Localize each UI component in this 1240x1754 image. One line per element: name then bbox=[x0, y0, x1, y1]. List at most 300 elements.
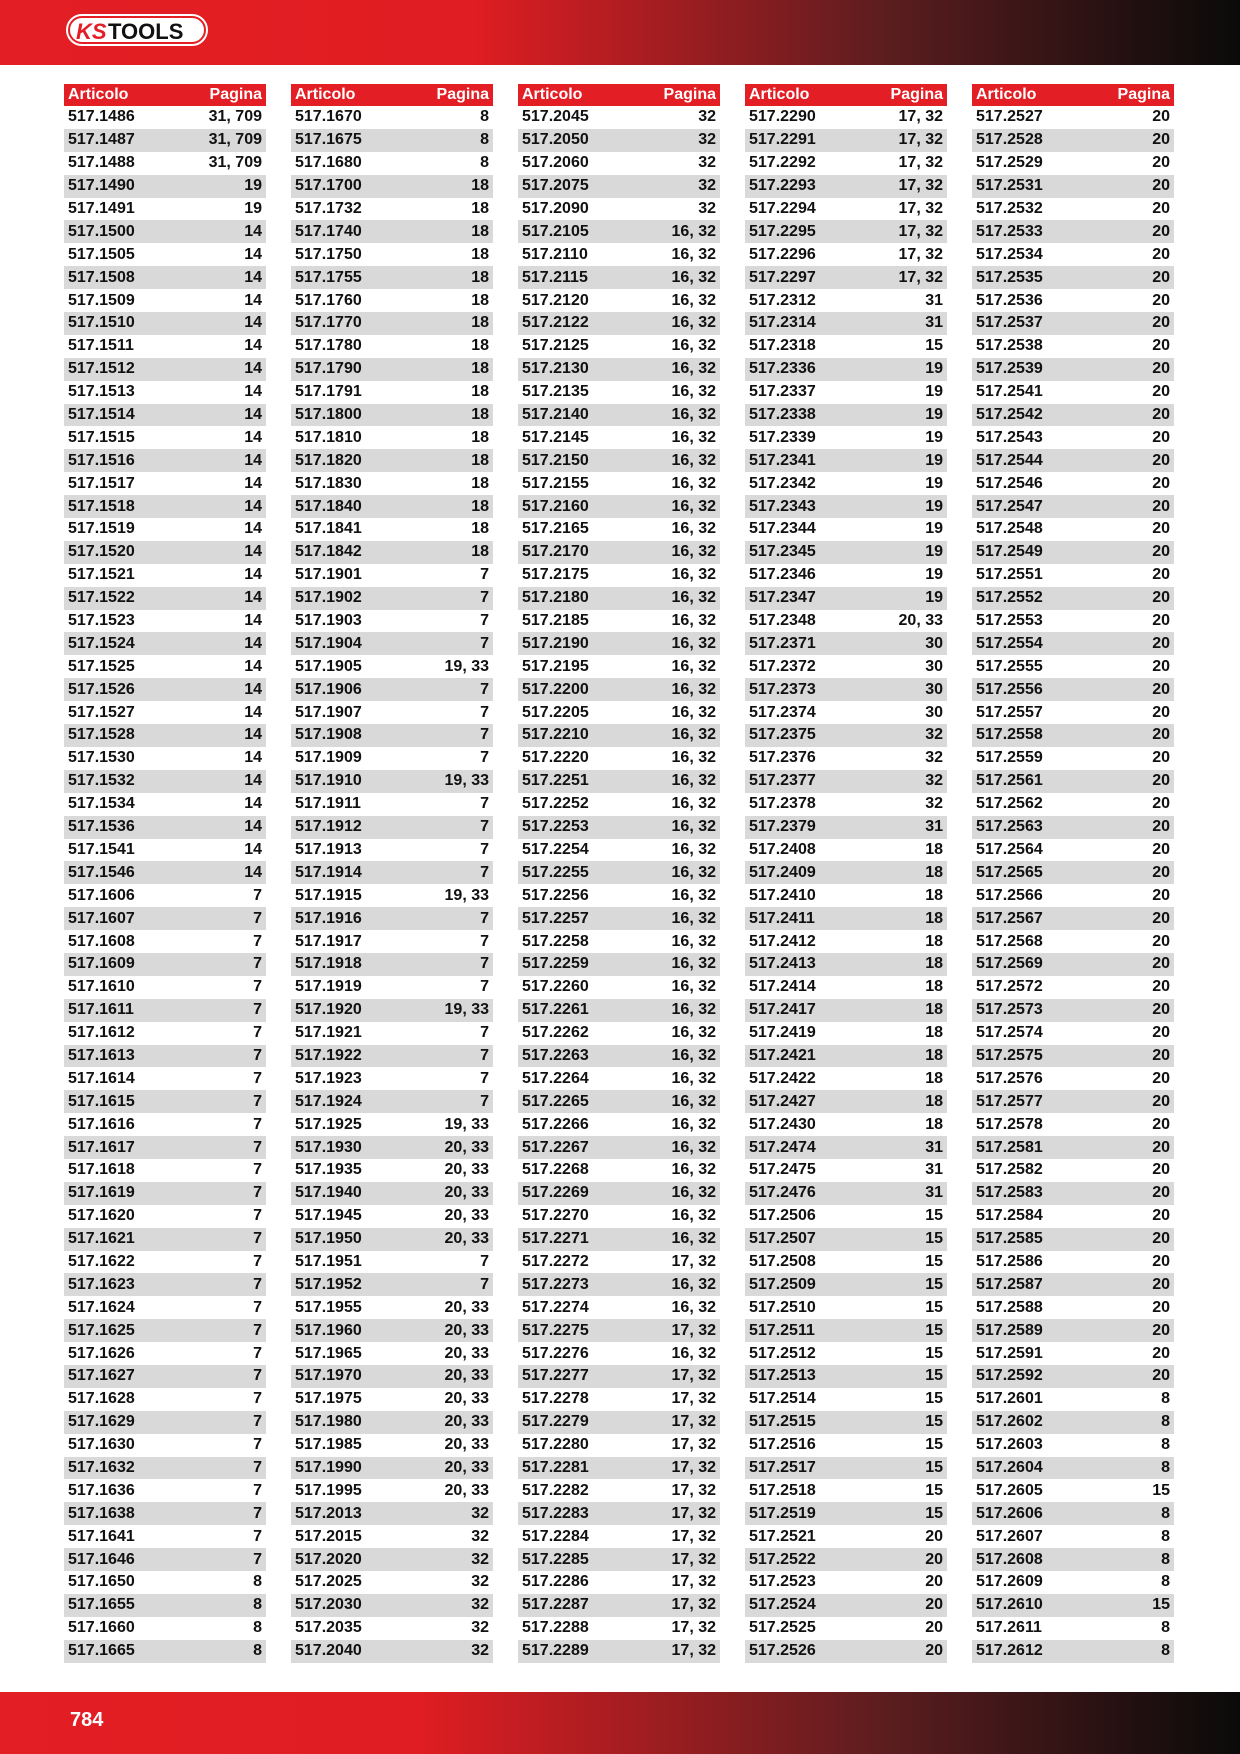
table-row bbox=[518, 541, 720, 564]
table-row bbox=[745, 724, 947, 747]
page-reference: 17, 32 bbox=[898, 177, 943, 195]
page-reference: 14 bbox=[244, 840, 262, 858]
article-number: 517.2296 bbox=[749, 245, 816, 263]
table-row bbox=[745, 587, 947, 610]
page-reference: 16, 32 bbox=[671, 1207, 716, 1225]
page-reference: 16, 32 bbox=[671, 1230, 716, 1248]
article-number: 517.2561 bbox=[976, 772, 1043, 790]
table-row bbox=[972, 518, 1174, 541]
article-number: 517.1913 bbox=[295, 840, 362, 858]
page-reference: 20, 33 bbox=[444, 1481, 489, 1499]
article-number: 517.2345 bbox=[749, 543, 816, 561]
article-number: 517.2295 bbox=[749, 222, 816, 240]
table-row bbox=[972, 152, 1174, 175]
page-reference: 16, 32 bbox=[671, 1161, 716, 1179]
page-reference: 30 bbox=[925, 680, 943, 698]
page-reference: 8 bbox=[1161, 1619, 1170, 1637]
page-reference: 7 bbox=[480, 634, 489, 652]
page-reference: 20 bbox=[1152, 566, 1170, 584]
table-row bbox=[64, 518, 266, 541]
page-reference: 18 bbox=[925, 1046, 943, 1064]
page-reference: 16, 32 bbox=[671, 566, 716, 584]
index-column-4 bbox=[745, 84, 947, 1663]
article-number: 517.2576 bbox=[976, 1069, 1043, 1087]
table-row bbox=[291, 999, 493, 1022]
page-reference: 7 bbox=[480, 1252, 489, 1270]
page-reference: 20 bbox=[925, 1619, 943, 1637]
table-row bbox=[972, 541, 1174, 564]
article-number: 517.2371 bbox=[749, 634, 816, 652]
table-row bbox=[745, 999, 947, 1022]
page-reference: 31 bbox=[925, 1184, 943, 1202]
page-reference: 17, 32 bbox=[671, 1619, 716, 1637]
table-row bbox=[745, 266, 947, 289]
table-row bbox=[745, 1319, 947, 1342]
article-number: 517.2567 bbox=[976, 909, 1043, 927]
page-reference: 32 bbox=[471, 1619, 489, 1637]
table-row bbox=[64, 907, 266, 930]
article-number: 517.1541 bbox=[68, 840, 135, 858]
article-number: 517.2378 bbox=[749, 795, 816, 813]
article-number: 517.1923 bbox=[295, 1069, 362, 1087]
table-row bbox=[972, 289, 1174, 312]
article-number: 517.2421 bbox=[749, 1046, 816, 1064]
table-row bbox=[745, 564, 947, 587]
article-number: 517.1930 bbox=[295, 1138, 362, 1156]
table-row bbox=[972, 1594, 1174, 1617]
article-number: 517.1488 bbox=[68, 154, 135, 172]
table-row bbox=[972, 1640, 1174, 1663]
page-reference: 17, 32 bbox=[898, 108, 943, 126]
article-number: 517.2512 bbox=[749, 1344, 816, 1362]
table-row bbox=[64, 1182, 266, 1205]
article-number: 517.2220 bbox=[522, 749, 589, 767]
page-reference: 19 bbox=[925, 589, 943, 607]
table-row bbox=[64, 289, 266, 312]
table-row bbox=[745, 152, 947, 175]
page-reference: 20 bbox=[1152, 1069, 1170, 1087]
article-number: 517.2409 bbox=[749, 863, 816, 881]
column-header bbox=[518, 84, 720, 106]
page-reference: 20, 33 bbox=[444, 1184, 489, 1202]
table-row bbox=[64, 175, 266, 198]
page-reference: 16, 32 bbox=[671, 863, 716, 881]
page-reference: 17, 32 bbox=[671, 1504, 716, 1522]
index-column-3 bbox=[518, 84, 720, 1663]
table-row bbox=[291, 1571, 493, 1594]
page-reference: 18 bbox=[471, 177, 489, 195]
article-number: 517.1810 bbox=[295, 428, 362, 446]
article-number: 517.2515 bbox=[749, 1413, 816, 1431]
table-row bbox=[291, 1525, 493, 1548]
header-article: Articolo bbox=[522, 86, 583, 103]
table-row bbox=[64, 129, 266, 152]
page-reference: 7 bbox=[253, 1092, 262, 1110]
article-number: 517.2347 bbox=[749, 589, 816, 607]
table-row bbox=[64, 220, 266, 243]
table-row bbox=[64, 1457, 266, 1480]
page-reference: 19 bbox=[925, 406, 943, 424]
article-number: 517.1995 bbox=[295, 1481, 362, 1499]
page-reference: 7 bbox=[253, 1252, 262, 1270]
table-row bbox=[518, 1365, 720, 1388]
table-row bbox=[291, 541, 493, 564]
article-number: 517.2584 bbox=[976, 1207, 1043, 1225]
article-number: 517.2586 bbox=[976, 1252, 1043, 1270]
header-page: Pagina bbox=[436, 86, 489, 103]
table-row bbox=[745, 1502, 947, 1525]
page-reference: 8 bbox=[253, 1642, 262, 1660]
article-number: 517.1615 bbox=[68, 1092, 135, 1110]
article-number: 517.1655 bbox=[68, 1596, 135, 1614]
table-row bbox=[745, 1136, 947, 1159]
table-row bbox=[745, 495, 947, 518]
article-number: 517.1660 bbox=[68, 1619, 135, 1637]
page-reference: 20 bbox=[1152, 1138, 1170, 1156]
table-row bbox=[291, 220, 493, 243]
article-number: 517.2587 bbox=[976, 1275, 1043, 1293]
table-row bbox=[64, 930, 266, 953]
table-row bbox=[64, 1525, 266, 1548]
table-row bbox=[518, 243, 720, 266]
table-row bbox=[745, 1617, 947, 1640]
table-row bbox=[64, 266, 266, 289]
table-row bbox=[291, 243, 493, 266]
page-reference: 16, 32 bbox=[671, 703, 716, 721]
page-reference: 15 bbox=[925, 1367, 943, 1385]
article-number: 517.2150 bbox=[522, 451, 589, 469]
page-reference: 16, 32 bbox=[671, 932, 716, 950]
article-number: 517.2544 bbox=[976, 451, 1043, 469]
article-number: 517.1487 bbox=[68, 131, 135, 149]
article-number: 517.2509 bbox=[749, 1275, 816, 1293]
page-reference: 7 bbox=[253, 1436, 262, 1454]
table-row bbox=[745, 1113, 947, 1136]
page-reference: 16, 32 bbox=[671, 634, 716, 652]
table-row bbox=[518, 1319, 720, 1342]
page-reference: 18 bbox=[925, 909, 943, 927]
article-number: 517.1780 bbox=[295, 337, 362, 355]
page-reference: 16, 32 bbox=[671, 291, 716, 309]
page-reference: 17, 32 bbox=[671, 1573, 716, 1591]
page-reference: 15 bbox=[925, 1504, 943, 1522]
article-number: 517.2555 bbox=[976, 657, 1043, 675]
page-reference: 20 bbox=[1152, 474, 1170, 492]
table-row bbox=[518, 1502, 720, 1525]
article-number: 517.1904 bbox=[295, 634, 362, 652]
page-reference: 7 bbox=[253, 1390, 262, 1408]
page-reference: 18 bbox=[925, 1092, 943, 1110]
table-row bbox=[972, 472, 1174, 495]
column-header bbox=[291, 84, 493, 106]
page-reference: 32 bbox=[925, 749, 943, 767]
article-number: 517.2270 bbox=[522, 1207, 589, 1225]
page-reference: 19 bbox=[925, 497, 943, 515]
table-row bbox=[64, 1411, 266, 1434]
table-row bbox=[518, 701, 720, 724]
table-row bbox=[291, 793, 493, 816]
table-row bbox=[64, 1136, 266, 1159]
table-row bbox=[972, 655, 1174, 678]
article-number: 517.1951 bbox=[295, 1252, 362, 1270]
table-row bbox=[291, 518, 493, 541]
article-number: 517.2253 bbox=[522, 818, 589, 836]
page-reference: 15 bbox=[925, 1252, 943, 1270]
table-row bbox=[972, 999, 1174, 1022]
header-article: Articolo bbox=[68, 86, 129, 103]
table-row bbox=[518, 198, 720, 221]
page-reference: 16, 32 bbox=[671, 1001, 716, 1019]
table-row bbox=[291, 747, 493, 770]
table-row bbox=[64, 1251, 266, 1274]
table-row bbox=[518, 1136, 720, 1159]
page-reference: 18 bbox=[925, 978, 943, 996]
page-reference: 18 bbox=[471, 337, 489, 355]
page-reference: 14 bbox=[244, 497, 262, 515]
article-number: 517.1621 bbox=[68, 1230, 135, 1248]
page-reference: 20 bbox=[1152, 222, 1170, 240]
table-row bbox=[972, 1434, 1174, 1457]
page-reference: 16, 32 bbox=[671, 268, 716, 286]
page-reference: 16, 32 bbox=[671, 245, 716, 263]
table-row bbox=[972, 1457, 1174, 1480]
article-number: 517.2541 bbox=[976, 383, 1043, 401]
article-number: 517.1509 bbox=[68, 291, 135, 309]
table-row bbox=[64, 1319, 266, 1342]
table-row bbox=[745, 930, 947, 953]
page-reference: 20, 33 bbox=[444, 1230, 489, 1248]
table-row bbox=[972, 953, 1174, 976]
table-row bbox=[64, 1388, 266, 1411]
table-row bbox=[745, 839, 947, 862]
table-row bbox=[518, 518, 720, 541]
page-reference: 8 bbox=[1161, 1573, 1170, 1591]
page-reference: 16, 32 bbox=[671, 795, 716, 813]
table-row bbox=[745, 1365, 947, 1388]
article-number: 517.2342 bbox=[749, 474, 816, 492]
page-reference: 14 bbox=[244, 314, 262, 332]
page-reference: 20 bbox=[1152, 497, 1170, 515]
article-number: 517.2277 bbox=[522, 1367, 589, 1385]
table-row bbox=[972, 884, 1174, 907]
page-reference: 7 bbox=[480, 955, 489, 973]
article-number: 517.2591 bbox=[976, 1344, 1043, 1362]
table-row bbox=[64, 564, 266, 587]
table-row bbox=[745, 1090, 947, 1113]
page-reference: 31 bbox=[925, 818, 943, 836]
article-number: 517.2120 bbox=[522, 291, 589, 309]
article-number: 517.1750 bbox=[295, 245, 362, 263]
page-reference: 20 bbox=[1152, 1024, 1170, 1042]
table-row bbox=[64, 198, 266, 221]
page-reference: 14 bbox=[244, 657, 262, 675]
page-reference: 15 bbox=[925, 1436, 943, 1454]
page-reference: 19 bbox=[925, 474, 943, 492]
page-reference: 16, 32 bbox=[671, 749, 716, 767]
article-number: 517.2135 bbox=[522, 383, 589, 401]
page-reference: 7 bbox=[480, 795, 489, 813]
article-number: 517.2410 bbox=[749, 886, 816, 904]
page-reference: 14 bbox=[244, 360, 262, 378]
page-reference: 14 bbox=[244, 863, 262, 881]
table-row bbox=[972, 930, 1174, 953]
article-number: 517.2508 bbox=[749, 1252, 816, 1270]
page-reference: 7 bbox=[253, 909, 262, 927]
article-number: 517.2279 bbox=[522, 1413, 589, 1431]
article-number: 517.1512 bbox=[68, 360, 135, 378]
article-number: 517.2318 bbox=[749, 337, 816, 355]
page-reference: 16, 32 bbox=[671, 612, 716, 630]
header-article: Articolo bbox=[749, 86, 810, 103]
table-row bbox=[291, 1617, 493, 1640]
page-reference: 19 bbox=[925, 566, 943, 584]
table-row bbox=[291, 1434, 493, 1457]
page-reference: 18 bbox=[471, 406, 489, 424]
table-row bbox=[972, 1617, 1174, 1640]
table-row bbox=[64, 1434, 266, 1457]
article-number: 517.2337 bbox=[749, 383, 816, 401]
article-number: 517.2341 bbox=[749, 451, 816, 469]
page-reference: 32 bbox=[698, 200, 716, 217]
page-reference: 14 bbox=[244, 337, 262, 355]
article-number: 517.2185 bbox=[522, 612, 589, 630]
page-reference: 19 bbox=[925, 360, 943, 378]
article-number: 517.2289 bbox=[522, 1642, 589, 1660]
article-number: 517.2568 bbox=[976, 932, 1043, 950]
article-number: 517.1629 bbox=[68, 1413, 135, 1431]
article-number: 517.1901 bbox=[295, 566, 362, 584]
article-number: 517.2582 bbox=[976, 1161, 1043, 1179]
article-number: 517.1523 bbox=[68, 612, 135, 630]
article-number: 517.2523 bbox=[749, 1573, 816, 1591]
article-number: 517.1903 bbox=[295, 612, 362, 630]
article-number: 517.1536 bbox=[68, 818, 135, 836]
page-reference: 16, 32 bbox=[671, 1184, 716, 1202]
page-reference: 18 bbox=[925, 840, 943, 858]
table-row bbox=[972, 1273, 1174, 1296]
page-reference: 7 bbox=[253, 1481, 262, 1499]
table-row bbox=[291, 564, 493, 587]
table-row bbox=[64, 472, 266, 495]
article-number: 517.1680 bbox=[295, 154, 362, 172]
article-number: 517.2581 bbox=[976, 1138, 1043, 1156]
page-reference: 7 bbox=[253, 1321, 262, 1339]
article-number: 517.1670 bbox=[295, 108, 362, 126]
article-number: 517.2145 bbox=[522, 428, 589, 446]
article-number: 517.1527 bbox=[68, 703, 135, 721]
page-reference: 20 bbox=[1152, 886, 1170, 904]
table-row bbox=[972, 495, 1174, 518]
page-reference: 15 bbox=[925, 337, 943, 355]
article-number: 517.2105 bbox=[522, 222, 589, 240]
table-row bbox=[291, 632, 493, 655]
article-number: 517.1820 bbox=[295, 451, 362, 469]
article-number: 517.2372 bbox=[749, 657, 816, 675]
page-reference: 14 bbox=[244, 589, 262, 607]
article-number: 517.1921 bbox=[295, 1024, 362, 1042]
page-reference: 15 bbox=[925, 1230, 943, 1248]
article-number: 517.2510 bbox=[749, 1298, 816, 1316]
table-row bbox=[745, 472, 947, 495]
table-row bbox=[972, 426, 1174, 449]
page-reference: 20 bbox=[1152, 749, 1170, 767]
table-row bbox=[972, 358, 1174, 381]
table-row bbox=[291, 1136, 493, 1159]
page-reference: 8 bbox=[1161, 1436, 1170, 1454]
table-row bbox=[291, 449, 493, 472]
page-reference: 17, 32 bbox=[671, 1527, 716, 1545]
column-header bbox=[745, 84, 947, 106]
article-number: 517.2251 bbox=[522, 772, 589, 790]
page-reference: 14 bbox=[244, 451, 262, 469]
page-reference: 32 bbox=[471, 1642, 489, 1660]
page-reference: 7 bbox=[480, 566, 489, 584]
page-reference: 20 bbox=[1152, 1230, 1170, 1248]
page-reference: 14 bbox=[244, 474, 262, 492]
table-row bbox=[518, 1525, 720, 1548]
table-row bbox=[745, 1571, 947, 1594]
article-number: 517.2281 bbox=[522, 1458, 589, 1476]
article-number: 517.2534 bbox=[976, 245, 1043, 263]
table-row bbox=[745, 884, 947, 907]
table-row bbox=[291, 426, 493, 449]
table-row bbox=[291, 472, 493, 495]
article-number: 517.1919 bbox=[295, 978, 362, 996]
article-number: 517.1622 bbox=[68, 1252, 135, 1270]
article-number: 517.2140 bbox=[522, 406, 589, 424]
article-number: 517.2511 bbox=[749, 1321, 815, 1339]
article-number: 517.2115 bbox=[522, 268, 588, 286]
page-reference: 14 bbox=[244, 726, 262, 744]
table-row bbox=[291, 1182, 493, 1205]
page-reference: 7 bbox=[253, 1367, 262, 1385]
page-reference: 7 bbox=[253, 1115, 262, 1133]
article-number: 517.2583 bbox=[976, 1184, 1043, 1202]
article-number: 517.2514 bbox=[749, 1390, 816, 1408]
table-row bbox=[972, 175, 1174, 198]
table-row bbox=[518, 1388, 720, 1411]
page-reference: 20, 33 bbox=[444, 1207, 489, 1225]
table-row bbox=[518, 1182, 720, 1205]
article-number: 517.2558 bbox=[976, 726, 1043, 744]
article-number: 517.2611 bbox=[976, 1619, 1042, 1637]
page-reference: 7 bbox=[253, 978, 262, 996]
column-header bbox=[972, 84, 1174, 106]
table-row bbox=[972, 1296, 1174, 1319]
table-row bbox=[518, 1640, 720, 1663]
page-reference: 7 bbox=[480, 680, 489, 698]
table-row bbox=[972, 1113, 1174, 1136]
page-reference: 18 bbox=[925, 863, 943, 881]
table-row bbox=[64, 495, 266, 518]
page-reference: 7 bbox=[253, 1344, 262, 1362]
page-reference: 7 bbox=[253, 1207, 262, 1225]
table-row bbox=[518, 907, 720, 930]
article-number: 517.1791 bbox=[295, 383, 362, 401]
header-page: Pagina bbox=[890, 86, 943, 103]
page-reference: 20 bbox=[1152, 360, 1170, 378]
page-reference: 16, 32 bbox=[671, 474, 716, 492]
table-row bbox=[972, 861, 1174, 884]
page-reference: 32 bbox=[471, 1527, 489, 1545]
page-reference: 20 bbox=[1152, 612, 1170, 630]
article-number: 517.2165 bbox=[522, 520, 589, 538]
article-number: 517.1612 bbox=[68, 1024, 135, 1042]
page-reference: 14 bbox=[244, 520, 262, 538]
table-row bbox=[972, 587, 1174, 610]
table-row bbox=[291, 1022, 493, 1045]
table-row bbox=[972, 1136, 1174, 1159]
